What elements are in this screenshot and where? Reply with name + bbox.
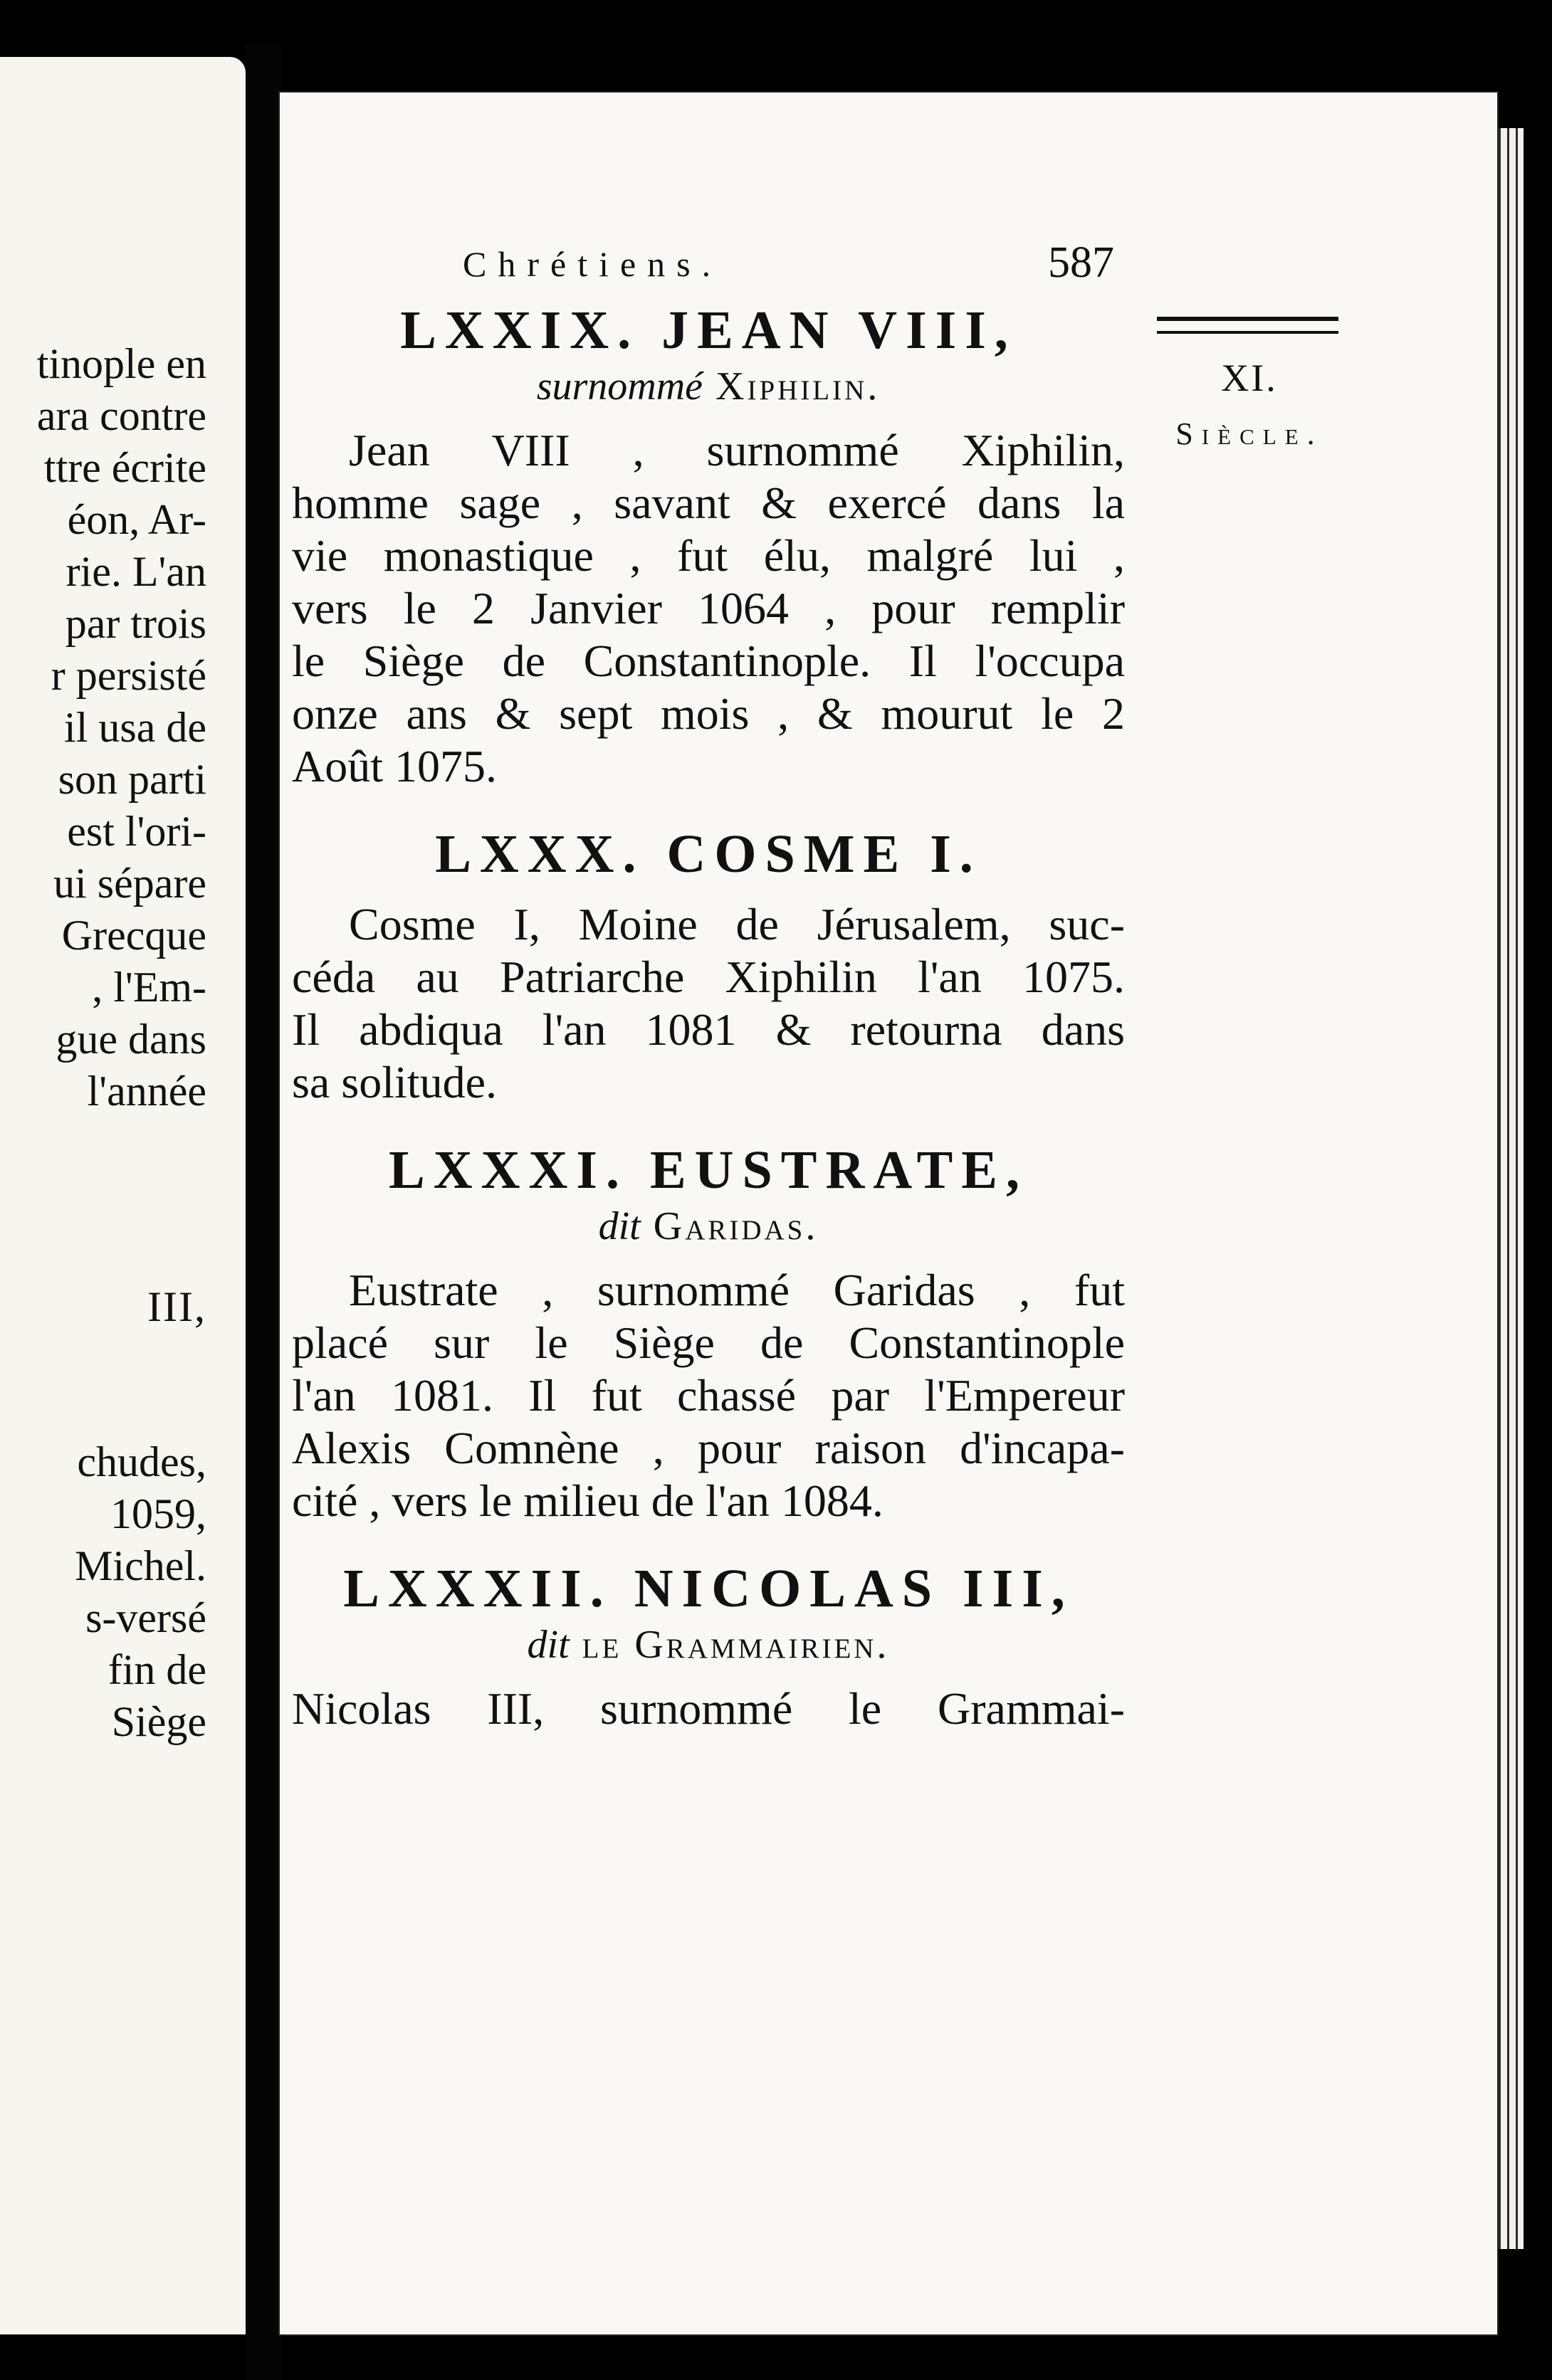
left-line: s-versé (85, 1594, 206, 1641)
left-line: rie. L'an (65, 548, 206, 595)
text-line: l'an 1081. Il fut chassé par l'Empereur (292, 1370, 1125, 1421)
left-line: son parti (58, 756, 206, 803)
text-line: Il abdiqua l'an 1081 & retourna dans (292, 1004, 1125, 1055)
text-line: vers le 2 Janvier 1064 , pour remplir (292, 583, 1125, 633)
subheading-caps: Garidas. (653, 1204, 819, 1248)
left-page-text (0, 338, 206, 1748)
section-subheading (292, 362, 1125, 411)
subheading-italic: dit (598, 1204, 641, 1248)
subheading-caps: le Grammairien. (582, 1623, 890, 1667)
subheading-italic: surnommé (536, 364, 703, 409)
left-line: il usa de (64, 704, 206, 751)
left-line: 1059, (110, 1490, 206, 1537)
left-line: gue dans (56, 1016, 206, 1063)
left-line: est l'ori- (67, 808, 206, 855)
subheading-caps: Xiphilin. (715, 364, 881, 409)
section-heading: LXXX. COSME I. (435, 824, 982, 884)
text-line: Nicolas III, surnommé le Grammai- (292, 1683, 1125, 1734)
text-line: Eustrate , surnommé Garidas , fut (349, 1265, 1125, 1315)
section-jean-viii (292, 299, 1125, 793)
section-paragraph (292, 1683, 1125, 1735)
text-line: onze ans & sept mois , & mourut le 2 (292, 688, 1125, 739)
section-subheading (292, 1620, 1125, 1670)
left-line: ui sépare (53, 860, 206, 907)
section-paragraph (292, 1264, 1125, 1527)
section-subheading (292, 1201, 1125, 1251)
text-line: sa solitude. (292, 1057, 497, 1107)
left-facing-page (0, 57, 246, 2334)
left-line: tinople en (36, 340, 206, 387)
subheading-italic: dit (527, 1623, 570, 1667)
left-line: Grecque (61, 912, 206, 959)
text-line: Août 1075. (292, 741, 497, 791)
left-line: , l'Em- (92, 964, 206, 1011)
section-cosme-i (292, 823, 1125, 1109)
siecle-label: Siècle. (1175, 416, 1323, 451)
section-heading: LXXXII. NICOLAS III, (343, 1559, 1074, 1618)
left-line: Michel. (75, 1542, 206, 1589)
left-line: ttre écrite (43, 444, 206, 491)
text-line: le Siège de Constantinople. Il l'occupa (292, 636, 1125, 686)
century-label: XI. (1221, 357, 1278, 399)
text-line: vie monastique , fut élu, malgré lui , (292, 530, 1125, 581)
text-line: placé sur le Siège de Constantinople (292, 1317, 1125, 1368)
running-head-title: Chrétiens. (463, 244, 723, 284)
left-heading-fragment: III, (147, 1283, 206, 1330)
page-number: 587 (1048, 238, 1114, 287)
left-line: par trois (65, 600, 206, 647)
margin-note (1146, 306, 1353, 452)
section-eustrate (292, 1139, 1125, 1527)
section-paragraph (292, 898, 1125, 1109)
left-line: ara contre (36, 392, 206, 439)
book-gutter (246, 43, 281, 2380)
text-line: homme sage , savant & exercé dans la (292, 478, 1125, 528)
section-heading: LXXXI. EUSTRATE, (389, 1140, 1028, 1200)
left-line: Siège (111, 1698, 206, 1745)
left-line: l'année (87, 1068, 206, 1115)
section-paragraph (292, 424, 1125, 793)
page-text-block (292, 228, 1125, 1765)
text-line: Alexis Comnène , pour raison d'incapa- (292, 1423, 1125, 1473)
text-line: céda au Patriarche Xiphilin l'an 1075. (292, 952, 1125, 1002)
left-line: chudes, (77, 1438, 206, 1485)
left-line: éon, Ar- (67, 496, 206, 543)
text-line: Cosme I, Moine de Jérusalem, suc- (349, 899, 1125, 949)
text-line: Jean VIII , surnommé Xiphilin, (349, 425, 1125, 475)
left-line: fin de (108, 1646, 206, 1693)
section-heading: LXXIX. JEAN VIII, (400, 300, 1017, 360)
running-head (292, 228, 1125, 299)
text-line: cité , vers le milieu de l'an 1084. (292, 1475, 884, 1526)
left-line: r persisté (51, 652, 206, 699)
section-nicolas-iii (292, 1557, 1125, 1735)
